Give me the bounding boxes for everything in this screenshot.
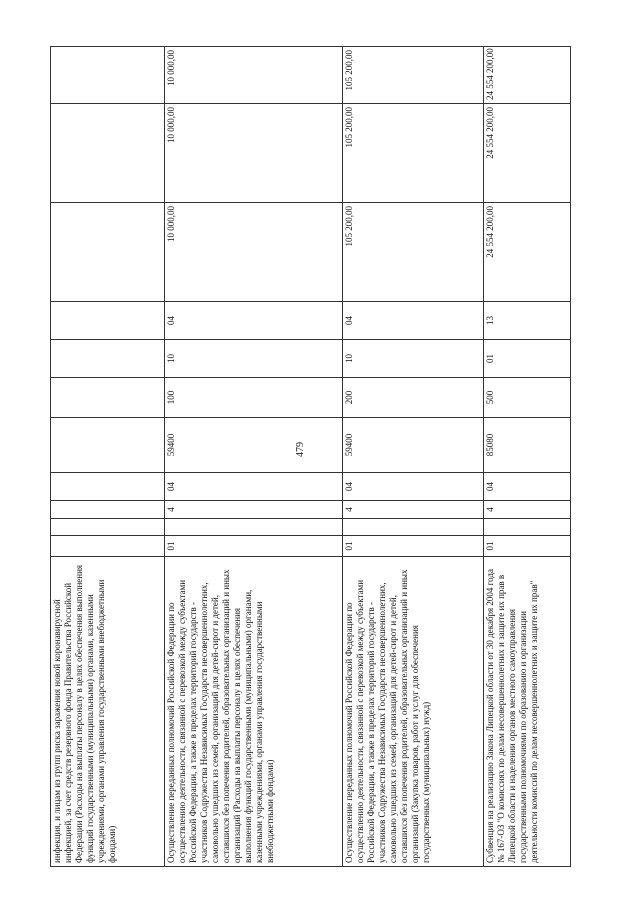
code-direction — [51, 418, 165, 473]
code-expense-type: 200 — [343, 378, 484, 418]
code-type — [51, 501, 165, 519]
amount-year-1 — [51, 203, 165, 302]
code-section: 01 — [484, 340, 571, 378]
row-description: Субвенция на реализацию Закона Липецкой области от 30 декабря 2004 года № 167-ОЗ "О комиссиях по делам несовершеннолетних и защите их прав в Липецкой области и наделении органов местного самоуправления государственными полномочиями по образованию и организации деятельности комиссий по делам несовершеннолетних и защите их прав" — [484, 557, 571, 867]
code-program — [51, 536, 165, 557]
code-subprogram — [484, 519, 571, 536]
row-description: Осуществление переданных полномочий Российской Федерации по осуществлению деятельности, связанной с перевозкой между субъектами Российской Федерации, а также в пределах территорий государств - участников Содружества Независимых Государств несовершеннолетних, самовольно ушедших из семей, организаций для детей-сирот и детей, оставшихся без попечения родителей, образовательных организаций и иных организаций (Расходы на выплаты персоналу в целях обеспечения выполнения функций государственными (муниципальными) органами, казенными учреждениями, органами управления государственными внебюджетными фондами) — [165, 557, 343, 867]
amount-year-2: 10 000,00 — [165, 104, 343, 203]
code-main-event: 04 — [484, 473, 571, 501]
page-number: 479 — [295, 442, 306, 457]
code-expense-type — [51, 378, 165, 418]
code-section: 10 — [165, 340, 343, 378]
amount-year-3: 10 000,00 — [165, 47, 343, 104]
table-row — [165, 47, 343, 867]
amount-year-2 — [51, 104, 165, 203]
amount-year-1: 10 000,00 — [165, 203, 343, 302]
code-type: 4 — [484, 501, 571, 519]
amount-year-1: 24 554 200,00 — [484, 203, 571, 302]
code-program: 01 — [343, 536, 484, 557]
table-row — [484, 47, 571, 867]
code-expense-type: 500 — [484, 378, 571, 418]
code-subsection: 04 — [343, 302, 484, 340]
budget-table — [50, 46, 571, 867]
code-main-event — [51, 473, 165, 501]
code-direction: 59400 — [165, 418, 343, 473]
budget-table-container — [50, 47, 570, 867]
amount-year-3: 24 554 200,00 — [484, 47, 571, 104]
code-main-event: 04 — [165, 473, 343, 501]
amount-year-1: 105 200,00 — [343, 203, 484, 302]
amount-year-3 — [51, 47, 165, 104]
code-subprogram — [165, 519, 343, 536]
code-type: 4 — [343, 501, 484, 519]
code-subsection: 04 — [165, 302, 343, 340]
amount-year-2: 105 200,00 — [343, 104, 484, 203]
code-direction: 85080 — [484, 418, 571, 473]
amount-year-3: 105 200,00 — [343, 47, 484, 104]
code-main-event: 04 — [343, 473, 484, 501]
code-program: 01 — [484, 536, 571, 557]
table-row — [343, 47, 484, 867]
code-subsection — [51, 302, 165, 340]
code-type: 4 — [165, 501, 343, 519]
code-section — [51, 340, 165, 378]
code-section: 10 — [343, 340, 484, 378]
code-direction: 59400 — [343, 418, 484, 473]
code-program: 01 — [165, 536, 343, 557]
row-description: инфекция, и лицам из групп риска заражения новой коронавирусной инфекцией, за счет средств резервного фонда Правительства Российской Федерации (Расходы на выплаты персоналу в целях обеспечения выполнения функций государственными (муниципальными) органами, казенными учреждениями, органами управления государственными внебюджетными фондами) — [51, 557, 165, 867]
code-subsection: 13 — [484, 302, 571, 340]
amount-year-2: 24 554 200,00 — [484, 104, 571, 203]
table-row — [51, 47, 165, 867]
code-subprogram — [51, 519, 165, 536]
code-expense-type: 100 — [165, 378, 343, 418]
row-description: Осуществление переданных полномочий Российской Федерации по осуществлению деятельности, связанной с перевозкой между субъектами Российской Федерации, а также в пределах территорий государств - участников Содружества Независимых Государств несовершеннолетних, самовольно ушедших из семей, организаций для детей-сирот и детей, оставшихся без попечения родителей, образовательных организаций и иных организаций (Закупка товаров, работ и услуг для обеспечения государственных (муниципальных) нужд) — [343, 557, 484, 867]
code-subprogram — [343, 519, 484, 536]
